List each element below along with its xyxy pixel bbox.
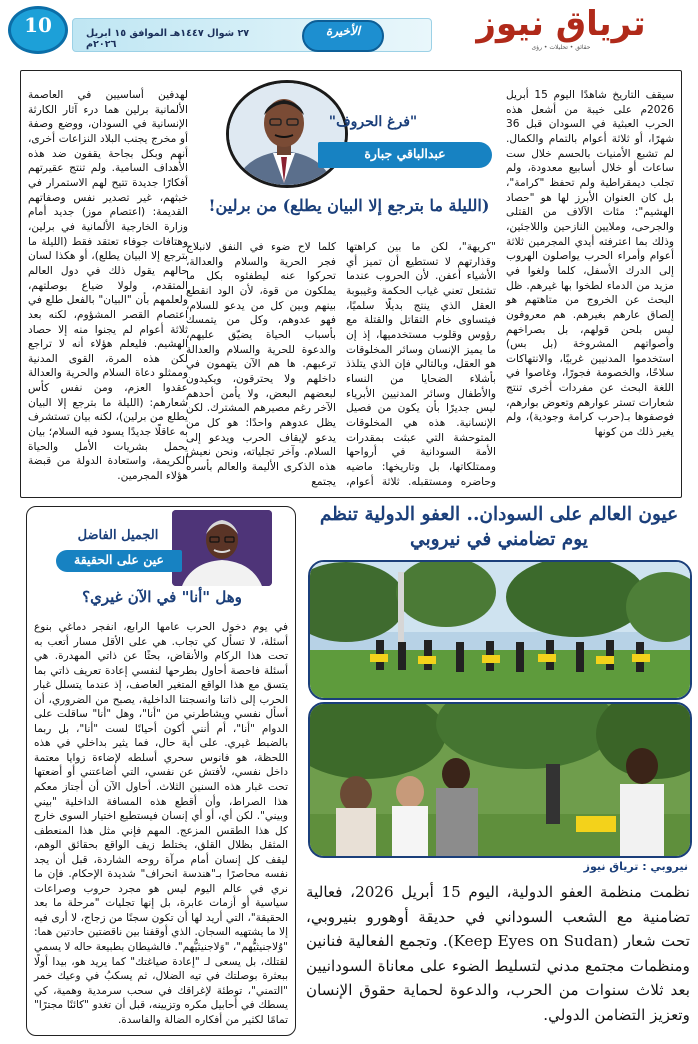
top-article-column-left: لهدفين أساسيين في العاصمة الألمانية برلين هما درء آثار الكارثة الإنسانية في السودان، ووضع وصفة أو مخرج يجنب البلاد النزاعات أخرى، أنهم وبكل بجاحة يقفون ضد هذه الأهداف السامية. ولم تنتج عقيرتهم أفكارًا جديدة تتيح لهم الاستمرار في خبثهم، غير تصدير نفس وصفاتهم القديمة: (اعتصام موز) جديد أمام وزارة الخارجية الألمانية في برلين، وهتافات جوفاء تعتقد فقط (الليلة ما بترجع إلا البيان يطلع)، أو هكذا لسان حالهم يقول ذلك في دول العالم المتقدم، ولولا ضياع بوصلتهم، ولعلمهم بأن "البيان" بالفعل طلع في اعتصام القصر المشؤوم، لكنه بعد ثلاثة أعوام لم يجنوا منه إلا حصاد الهشيم. فليعلم هؤلاء أنه لا تراجع لكن هذه المرة، القوى المدنية وممثلو دعاة السلام والحرية والعدالة عقدوا العزم، ومن نفس كأس شعارهم: (الليلة ما بترجع إلا البيان يطلع من برلين)، لكنه بيان تستشرف به عاقلًا جديدًا يسود فيه السلام؛ بيان يحمل بشريات الأمل والحياة الكريمة، واستعادة الدولة من قبضة هؤلاء المجرمين.: [28, 89, 188, 483]
opinion-author-photo-icon: [172, 510, 272, 586]
top-article-headline[interactable]: (الليلة ما بترجع إلا البيان يطلع) من برلين!: [208, 196, 490, 215]
issue-date: ٢٧ شوال ١٤٤٧هـ الموافق ١٥ ابريل ٢٠٢٦م: [86, 28, 250, 50]
author-photo-icon: [226, 83, 345, 188]
logo-tagline: حقائق • تحليلات • رؤى: [531, 44, 591, 51]
opinion-author-name: الجميل الفاضل: [77, 528, 159, 543]
section-label: الأخيرة: [325, 24, 361, 38]
logo-text: ترياق نيوز: [476, 4, 646, 44]
author-name: عبدالباقي جبارة: [364, 146, 446, 161]
page-number: 10: [24, 13, 52, 37]
top-article-column-right: سيقف التاريخ شاهدًا اليوم 15 أبريل 2026م على خيبة من أشعل هذه الحرب العبثية في السودان قبل 36 شهرًا، أو ثلاثة أعوام بالتمام والكمال. لم تشبع الأمنيات بالحسم خلال ست ساعات أو خلال أسابيع معدودة، ولم تجلب ديمقراطية ولم تحفظ "كرامة"، بل كان العنوان الأبرز لها هو "حصاد الهشيم": مئات الآلاف من القتلى والجرحى، وملايين النازحين واللاجئين، وذلك بما اعترفته أيدي المجرمين ثلاثة أعوام وأمراء الحرب يواصلون الهروب إلى الدرك الأسفل، كلما ولغوا في مزيد من الدماء لطخوا بها غيرهم. ظل البحث عن الخروج من متاهتهم هو إلصاق عارهم بغيرهم. هم معروفون ليس بلحن قولهم، بل بصراخهم وأصواتهم المشروخة (بل بس) استخدموا المدنيين غربيًا، والانتهاكات سلاحًا، والخصومة فجورًا، وغاصوا في اللغة البحث عن مفردات أخرى تنتج شعارات تستر عوارهم وتعوض بوارهم، فوصفوها بـ(حرب كرامة وجودية)، ولم يغير ذلك من كونها: [506, 89, 674, 439]
newspaper-logo[interactable]: [430, 4, 692, 60]
opinion-author-photo: [172, 510, 272, 586]
column-name: "فرغ الحروف": [328, 114, 418, 130]
opinion-headline[interactable]: وهل "أنا" في الآن غيري؟: [82, 588, 242, 606]
photo-caption: نيروبي : ترياق نيوز: [583, 860, 688, 873]
news-photo-group: [308, 560, 692, 700]
news-headline[interactable]: عيون العالم على السودان.. العفو الدولية تنظم يوم تضامني في نيروبي: [319, 504, 679, 550]
opinion-column-name: عين على الحقيقة: [74, 552, 164, 567]
event-closeup-photo-icon: [308, 704, 690, 858]
news-photo-closeup: [308, 702, 692, 858]
top-article-column-middle: "كريهة"، لكن ما بين كراهتها وقذارتهم لا تستطيع أن تميز أي الأشياء أعفن. لأن الحروب عندما تشتعل تعني غياب الحكمة وغيبوبة العقل الذي ينتج بديلًا سلميًا، فيتساوى خام التقاتل والقتلة مع رؤوس وقلوب مستخدميها، إذ إن ما يميز الإنسان وسائر المخلوقات هو العقل، وبالتالي فإن الذي يتلذذ بأشلاء الضحايا من النساء والأطفال وسائر المدنيين الأبرياء ليس جديرًا بأن يكون من فصيل الإنسانية. هذه هي المخلوقات المتوحشة التي عبثت بمقدرات الأمة السودانية في أرواحها وممتلكاتها، بل وتاريخها: ماضيه وحاضره ومستقبله. ثلاثة أعوام، كلما لاح ضوء في النفق لانبلاج فجر الحرية والسلام والعدالة، تحركوا عنه ليطفئوه بكل ما يملكون من قوة، لأن الود انقطع بينهم وبين كل من يدعو للسلام، فهو عدوهم، وكل من يتمسك بأسباب الحياة يضيّق عليهم، والدعوة للحرية والسلام والعدالة ترعبهم. ها هم الآن يتهمون في داخلهم ولا يحترقون، ويكيدون لبعضهم البعض، ولا يأمن أحدهم الآخر رغم مصيرهم المشترك. لكن يظل عدوهم واحدًا: هو كل من يدعو لإيقاف الحرب ويدعو إلى السلام. وآخر تجلياته، ونحن نعيش هذه الذكرى الأليمة والعالم بأسره يجتمع: [186, 241, 496, 488]
event-group-photo-icon: [308, 562, 690, 700]
author-portrait: [226, 80, 348, 188]
news-body: نظمت منظمة العفو الدولية، اليوم 15 أبريل 2026، فعالية تضامنية مع الشعب السوداني في حديقة أوهورو بنيروبي، تحت شعار (Keep Eyes on Sudan). وتجمع الفعالية فنانين ومنظمات مجتمع مدني لتسليط الضوء على معاناة السودانيين بعد ثلاث سنوات من الحرب، والدعوة لحماية حقوق الإنسان وتعزيز التضامن الدولي.: [306, 883, 690, 1024]
opinion-body: في يوم دخول الحرب عامها الرابع، انفجر دماغي بنوع أسئلة، لا تسأل كي تجاب. هي على الأقل مسار أتعب به تحت هذا الركام والأنقاض، بحثًا عن ذاتي المهدرة. هي أسئلة فاحصة أحاول بطرحها لنفسي إعادة تعريف ذاتي بما يتسق مع هذا الواقع المتغير العاصف، إذ عندما يتسلل غبار الحرب إلى ذاتنا وانسجتنا الداخلية، يصبح من الضروري، أن أسأل نفسي ويشاطرني من "أنا"، وهل "أنا" ساقلت على الدوام "أنا"، أم أنني أكون أحيانًا لست "أنا"، بل ربما بالضبط غيري. على أية حال، فما يثير بداخلي في هذه اللحظة، هو فانوس سحري أسلطه لإضاءة زوايا معتمة داخل نفسي، لأفتش عن نفسي، التي أضاعتني أو أضعتها تحت غبار هذه السنين الثلاث. أحاول الآن أن أجتاز معكم هذا الصراط، وأن أقطع هذه المسافة الداخلية "بيني وبيني". لكن أي، أو أي إنسان فيستطيع اختيار السوى خارج كل هذا الطقس المزعج. المهم فإني مثل هذا المنعطف المثقل بظلال القلق، يختلط زيف الواقع بحقائق الوهم، ليقف كل إنسان أمام مرآة روحه الشاردة، قبل أن يجد نفسه محاصرًا بـ"هندسة انحراف" شديدة الإحكام. فإن ما نري في عالم اليوم ليس هو مجرد حروب وصراعات سياسية أو أزمات عابرة، بل إنها تجليات "مرحلة ما بعد الحقيقة"، التي أريد لها أن تكون سجنًا من زجاج، لا أرى فيه إلا ما يشتهيه السجان. الذي أوقفنا بين ناقضتين حادتين هما: "وُلاجنيثيُّهم"، "وَلاجنيثيُّهم". فالشيطان بطبيعة حاله لا يسمي لقتلك، بل يسعى لـ "إعادة صياغتك" كما يريد هو، بيدا أولًا ببعثرة بوصلتك في تيه الضلال، ثم يسكبُ في وعيك خمر "التمني"، توطئة لإغراقك في سحب سرمدية وهمية، كي يسطك في أحابيل مكره وتزيينه، قبل أن تغدو "كائنًا مجترًا" تمامًا لكثير من أفكاره الضالة والفاسدة.: [34, 621, 288, 1026]
